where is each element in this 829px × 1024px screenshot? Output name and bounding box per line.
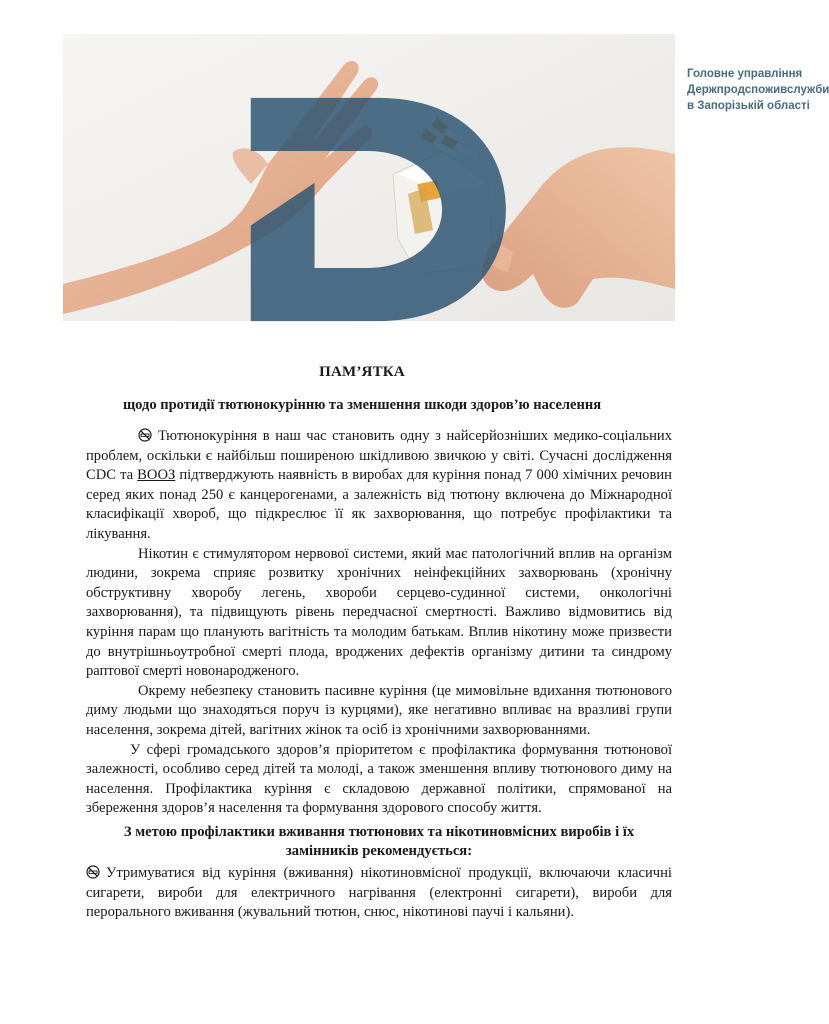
recommendation-1-text: Утримуватися від куріння (вживання) нікотиновмісної продукції, включаючи класичні сигарети, вироби для електричного нагрівання (електронні сигарети), вироби для перорального вживання (жувальний тютюн, снюс, нікотинові паучі і кальяни). bbox=[86, 865, 672, 921]
document-subtitle: щодо протидії тютюнокурінню та зменшення шкоди здоров’ю населення bbox=[122, 397, 602, 413]
logo-line-3: в Запорізькій області bbox=[687, 100, 810, 112]
no-smoking-icon bbox=[138, 428, 152, 442]
document-body bbox=[86, 427, 672, 923]
document-title: ПАМ’ЯТКА bbox=[319, 364, 405, 380]
logo-line-1: Головне управління bbox=[687, 68, 803, 80]
logo-line-2: Держпродспоживслужби bbox=[687, 84, 829, 96]
paragraph-4: У сфері громадського здоров’я пріоритетом є профілактика формування тютюнової залежності, особливо серед дітей та молоді, а також зменшення впливу тютюнового диму на населення. Профілактика куріння є складовою державної політики, спрямованої на збереження здоров’я населення та формування здорового способу життя. bbox=[86, 741, 672, 817]
who-link[interactable]: ВООЗ bbox=[137, 467, 176, 484]
paragraph-2: Нікотин є стимулятором нервової системи, який має патологічний вплив на організм людини, зокрема сприяє розвитку хронічних неінфекційних захворювань (хронічну обструктивну хворобу легень, хвороби серцево-судинної системи, онкологічні захворювання), та підвищують рівень передчасної смертності. Важливо відмовитись від куріння парам що планують вагітність та молодим батькам. Вплив нікотину може призвести до внутрішньоутробної смерті плода, вроджених дефектів організму дитини та синдрому раптової смерті новонародженого. bbox=[86, 545, 672, 680]
recommendations-heading: З метою профілактики вживання тютюнових та нікотиновмісних виробів і їх замінників рекомендується: bbox=[123, 823, 635, 860]
recommendation-1 bbox=[86, 864, 672, 923]
header-photo bbox=[63, 34, 829, 321]
paragraph-3: Окрему небезпеку становить пасивне куріння (це мимовільне вдихання тютюнового диму людьми що знаходяться поруч із курцями), яке негативно впливає на вразливі групи населення, зокрема дітей, вагітних жінок та осіб із хронічними захворюваннями. bbox=[86, 682, 672, 738]
paragraph-1 bbox=[86, 427, 672, 545]
agency-logo-mark-icon bbox=[67, 66, 679, 353]
no-smoking-icon bbox=[86, 865, 100, 879]
paragraph-1-text-b: підтверджують наявність в виробах для куріння понад 7 000 хімічних речовин серед яких понад 250 є канцерогенами, а залежність від тютюну включена до Міжнародної класифікації хвороб, що підкреслює її як захворювання, що потребує профілактики та лікування. bbox=[86, 467, 672, 542]
paragraph-1-text-a: Тютюнокуріння в наш час становить одну з найсерйозніших медико-соціальних проблем, оскільки є найбільш поширеною шкідливою звичкою у світі. Сучасні дослідження CDC та bbox=[86, 428, 672, 484]
agency-logo bbox=[67, 66, 829, 353]
